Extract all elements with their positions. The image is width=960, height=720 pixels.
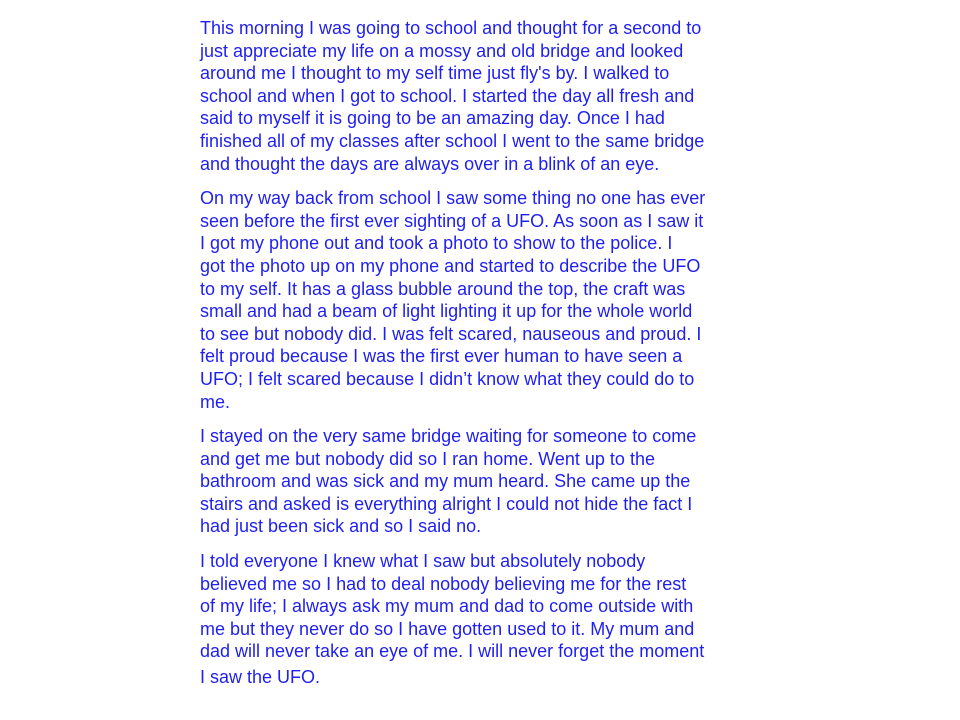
text-line: school and when I got to school. I started the day all fresh and xyxy=(200,85,695,106)
text-line: and get me but nobody did so I ran home. Went up to the xyxy=(200,448,655,469)
text-line: me but they never do so I have gotten used to it. My mum and xyxy=(200,618,695,639)
text-line: said to myself it is going to be an amazing day. Once I had xyxy=(200,108,665,129)
text-line: got the photo up on my phone and started to describe the UFO xyxy=(200,255,701,276)
text-line: finished all of my classes after school I went to the same bridge xyxy=(200,130,705,151)
text-line: of my life; I always ask my mum and dad to come outside with xyxy=(200,596,694,617)
paragraph-2 xyxy=(200,187,760,413)
paragraph-1 xyxy=(200,17,760,175)
text-line: and thought the days are always over in a blink of an eye. xyxy=(200,153,660,174)
text-line: to my self. It has a glass bubble around the top, the craft was xyxy=(200,278,686,299)
text-line: around me I thought to my self time just fly's by. I walked to xyxy=(200,63,670,84)
text-line: felt proud because I was the first ever human to have seen a xyxy=(200,346,683,367)
text-line: stairs and asked is everything alright I could not hide the fact I xyxy=(200,493,693,514)
text-line: UFO; I felt scared because I didn’t know what they could do to xyxy=(200,368,695,389)
text-line: I told everyone I knew what I saw but absolutely nobody xyxy=(200,551,646,572)
text-line: had just been sick and so I said no. xyxy=(200,516,482,537)
text-line: I got my phone out and took a photo to show to the police. I xyxy=(200,233,673,254)
text-line: dad will never take an eye of me. I will never forget the moment xyxy=(200,641,705,662)
story-text xyxy=(200,17,760,701)
text-line: This morning I was going to school and thought for a second to xyxy=(200,18,702,38)
text-line: to see but nobody did. I was felt scared, nauseous and proud. I xyxy=(200,323,702,344)
paragraph-4 xyxy=(200,550,760,689)
paragraph-3 xyxy=(200,425,760,538)
text-line: On my way back from school I saw some thing no one has ever xyxy=(200,188,706,209)
text-line: seen before the first ever sighting of a UFO. As soon as I saw it xyxy=(200,210,704,231)
text-line: I stayed on the very same bridge waiting for someone to come xyxy=(200,426,697,447)
text-line: small and had a beam of light lighting it up for the whole world xyxy=(200,301,693,322)
text-line: me. xyxy=(200,391,231,412)
text-line: just appreciate my life on a mossy and old bridge and looked xyxy=(200,40,684,61)
text-line: believed me so I had to deal nobody believing me for the rest xyxy=(200,573,687,594)
text-line: I saw the UFO. xyxy=(200,667,321,688)
text-line: bathroom and was sick and my mum heard. She came up the xyxy=(200,471,691,492)
